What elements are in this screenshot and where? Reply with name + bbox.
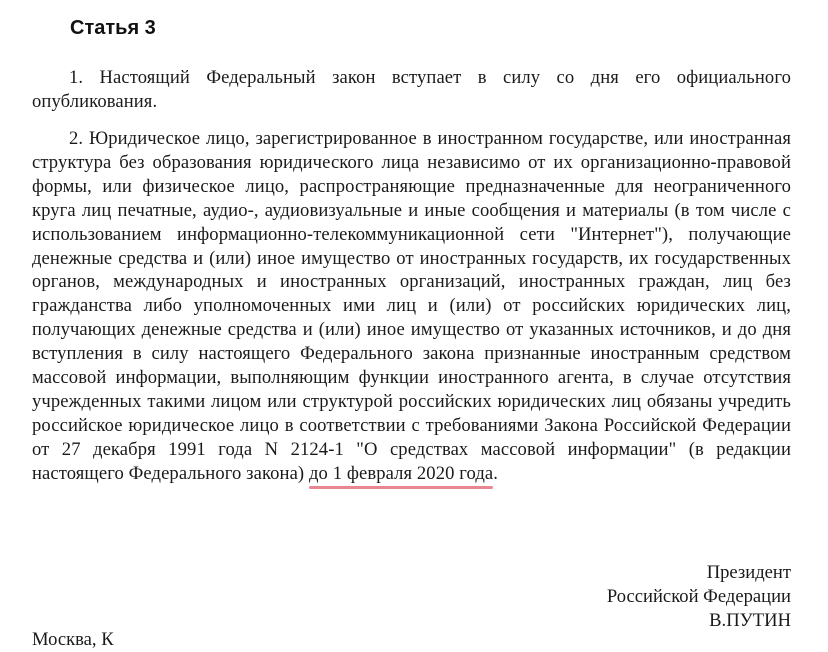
signature-country: Российской Федерации [606,586,791,607]
paragraph-2-text-after: . [493,462,499,484]
paragraph-2 [32,127,791,486]
article-heading: Статья 3 [70,17,156,39]
paragraph-2-text-middle: в соответствии с требованиями Закона Российской Федерации от 27 декабря 1991 года N 2124-1 "О средствах массовой информации" (в редакции настоящего Федерального закона) [32,414,791,484]
paragraph-2-text-before: 2. Юридическое лицо, зарегистрированное в иностранном государстве, или иностранная структура без образования юридического лица независимо от их организационно-правовой формы, или физическое лицо, распространяющие предназначенные для неограниченного круга лиц печатные, аудио-, аудиовизуальные и иные сообщения и материалы (в том числе с использованием информационно-телекоммуникационной сети "Интернет"), получающие денежные средства и (или) иное имущество от иностранных государств, их государственных органов, международных и иностранных организаций, иностранных граждан, лиц без гражданства либо уполномоченных ими лиц и (или) от российских юридических лиц, получающих денежные средства и (или) иное имущество от указанных источников, и до дня вступления в силу настоящего Федерального закона признанные иностранным средством массовой информации, выполняющим функции иностранного агента, в случае отсутствия учрежденных такими лицом или структурой российских юридических лиц [32,128,791,412]
paragraph-1: 1. Настоящий Федеральный закон вступает в силу со дня его официального опубликования. [32,67,791,112]
signature-name: В.ПУТИН [709,610,791,631]
highlighted-deadline: до 1 февраля 2020 года [308,462,494,484]
cut-off-text: Москва, К [32,629,114,650]
highlighted-obligation: обязаны учредить российское юридическое лицо [32,390,791,436]
signature-title: Президент [706,562,791,583]
